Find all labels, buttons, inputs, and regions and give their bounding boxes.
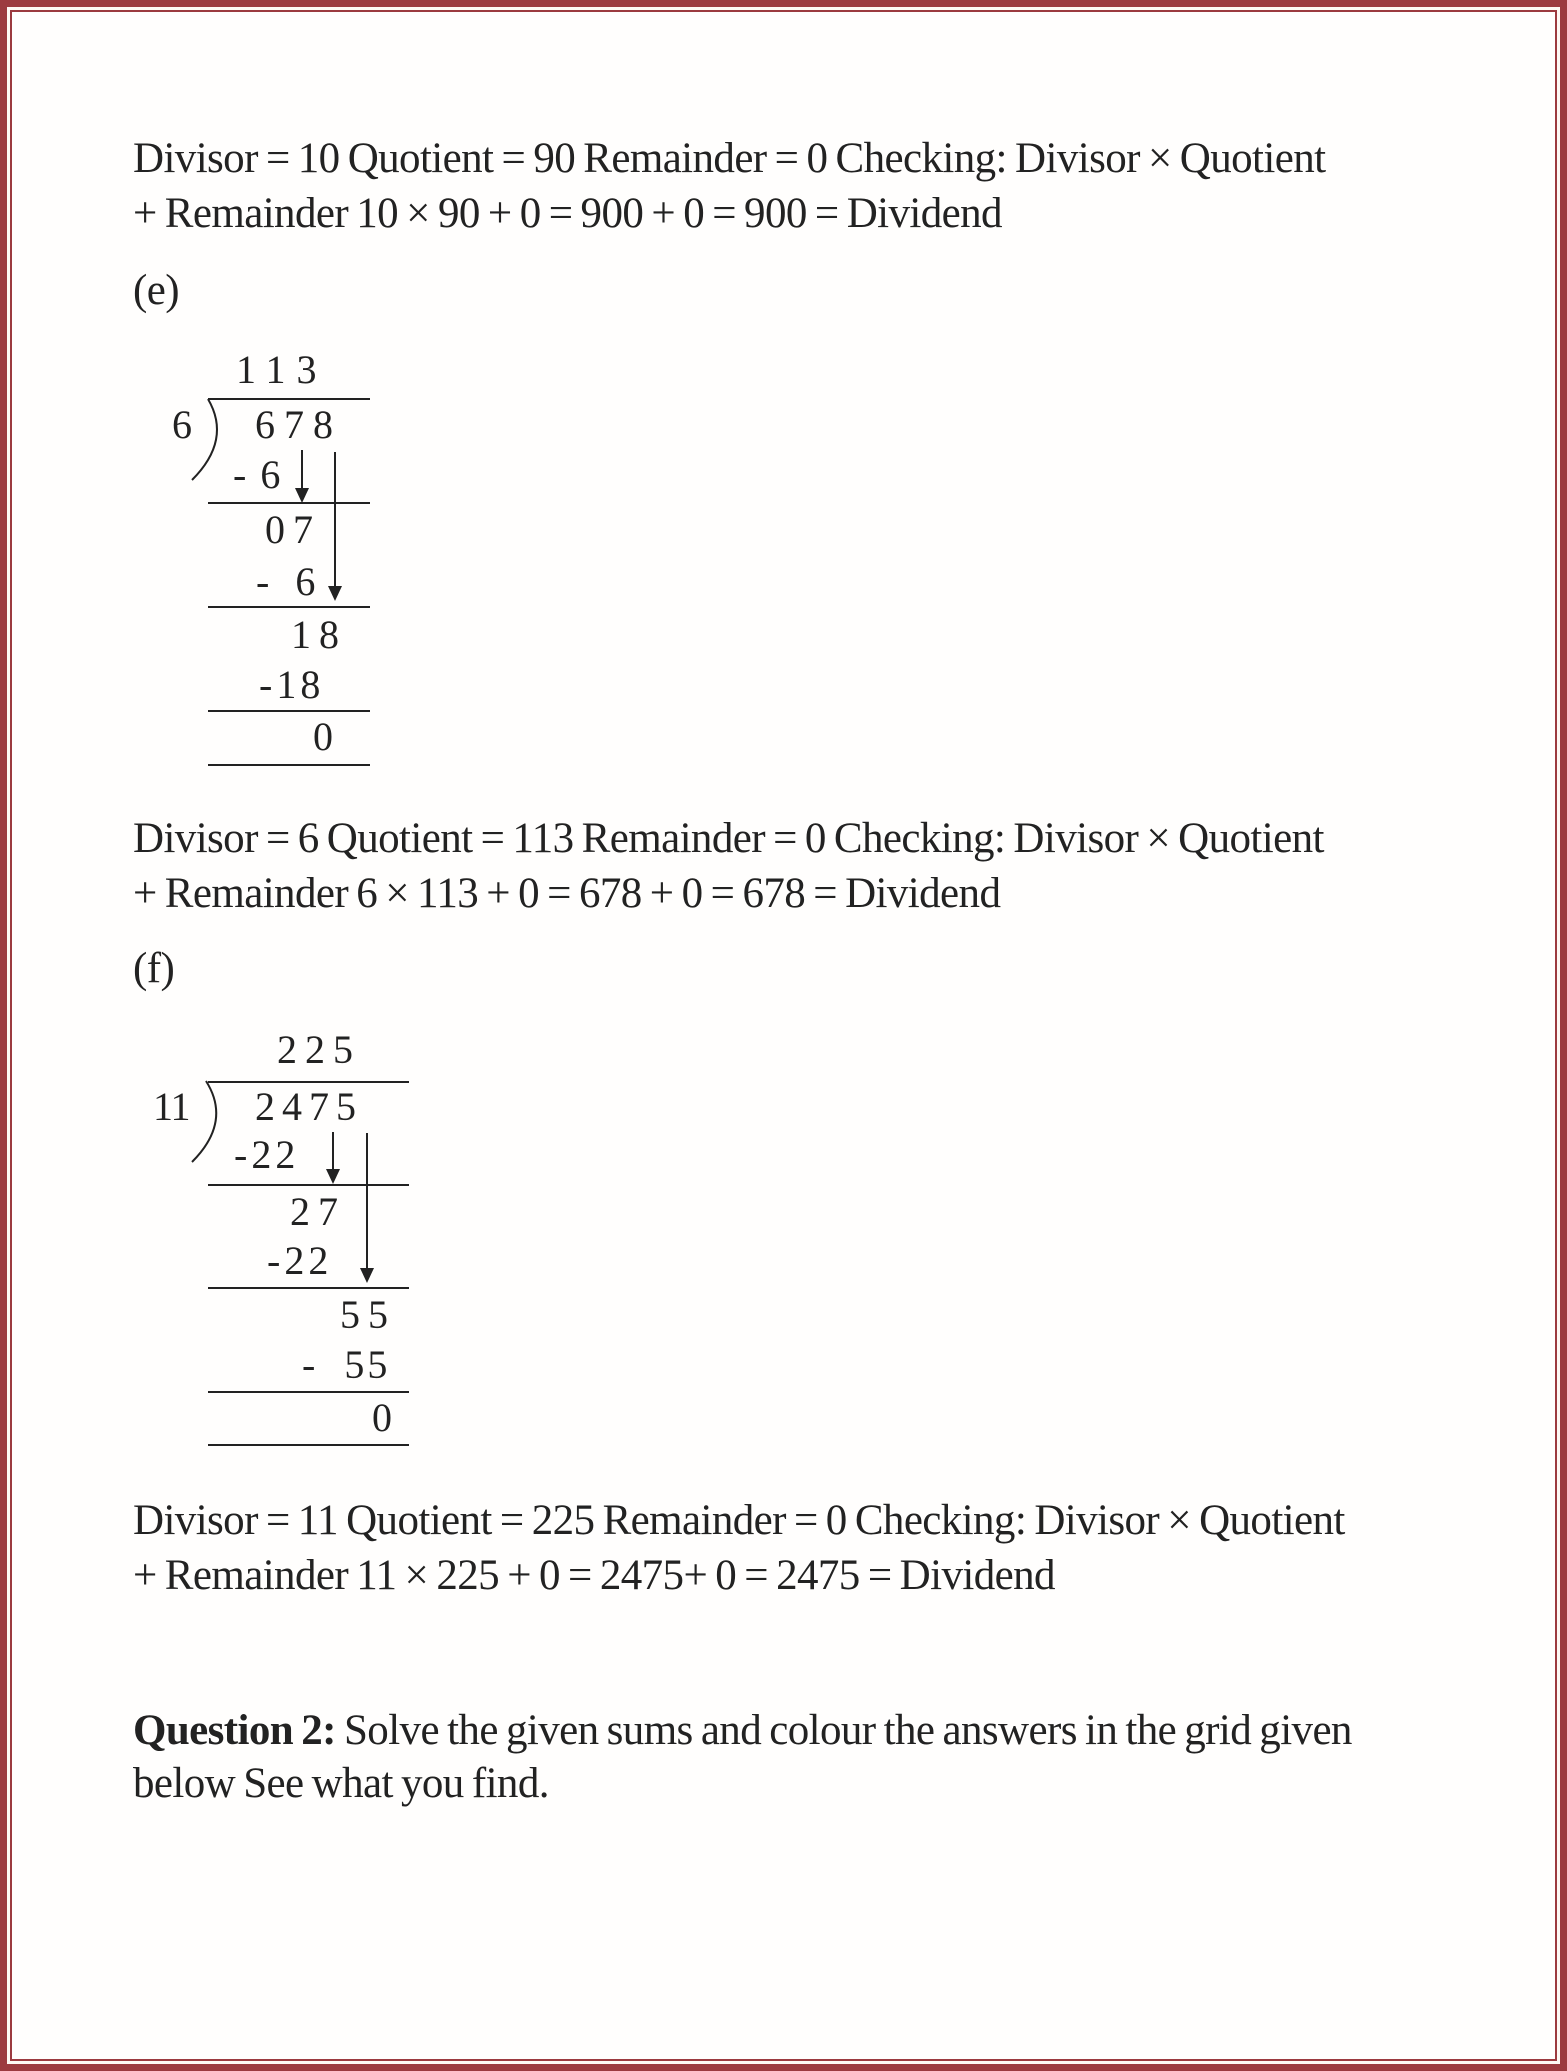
division-f-rule-1	[208, 1184, 409, 1186]
division-f-step1-rem: 27	[290, 1189, 346, 1234]
question-2-line1	[133, 1709, 1352, 1752]
division-e-step2-sub: - 6	[256, 559, 318, 604]
division-f-final-remainder: 0	[372, 1395, 403, 1440]
part-f-label: (f)	[133, 945, 175, 992]
division-f-rule-2	[208, 1287, 409, 1289]
e-check-line2: + Remainder 6 × 113 + 0 = 678 + 0 = 678 = Dividend	[133, 870, 1001, 917]
division-e-final-remainder: 0	[313, 714, 344, 759]
division-e-step3-sub: -18	[259, 662, 325, 707]
division-f-quotient: 225	[277, 1027, 361, 1072]
division-f-step3-sub: - 55	[302, 1342, 391, 1387]
division-f-step2-sub: -22	[267, 1238, 333, 1283]
part-e-label: (e)	[133, 267, 179, 314]
division-e-rule-3	[208, 710, 370, 712]
f-check-line1: Divisor = 11 Quotient = 225 Remainder = 0 Checking: Divisor × Quotient	[133, 1497, 1345, 1544]
division-e-step2-rem: 18	[291, 612, 347, 657]
division-e-vinculum	[208, 398, 370, 400]
division-e-step1-rem: 07	[265, 507, 321, 552]
division-f-divisor: 11	[153, 1084, 190, 1129]
d-check-line1: Divisor = 10 Quotient = 90 Remainder = 0 Checking: Divisor × Quotient	[133, 135, 1326, 182]
question-2-line2: below See what you find.	[133, 1760, 549, 1807]
division-e-rule-2	[208, 606, 370, 608]
f-check-line2: + Remainder 11 × 225 + 0 = 2475+ 0 = 2475 = Dividend	[133, 1552, 1055, 1599]
division-f-step1-sub: -22	[234, 1132, 300, 1177]
e-check-line1: Divisor = 6 Quotient = 113 Remainder = 0 Checking: Divisor × Quotient	[133, 815, 1324, 862]
question-2-text: Solve the given sums and colour the answers in the grid given	[335, 1707, 1352, 1754]
division-e-step1-sub: - 6	[233, 452, 283, 497]
d-check-line2: + Remainder 10 × 90 + 0 = 900 + 0 = 900 = Dividend	[133, 190, 1002, 237]
division-e-quotient: 113	[236, 347, 328, 392]
division-f-rule-3	[208, 1391, 409, 1393]
question-2-label: Question 2:	[133, 1707, 336, 1754]
division-f-step2-rem: 55	[340, 1292, 396, 1337]
division-e-rule-1	[208, 502, 370, 504]
division-f-vinculum	[208, 1081, 409, 1083]
division-e-rule-4	[208, 764, 370, 766]
division-f-dividend: 2475	[255, 1084, 363, 1129]
division-e-divisor: 6	[172, 402, 203, 447]
division-e-dividend: 678	[255, 402, 342, 447]
division-f-rule-4	[208, 1444, 409, 1446]
